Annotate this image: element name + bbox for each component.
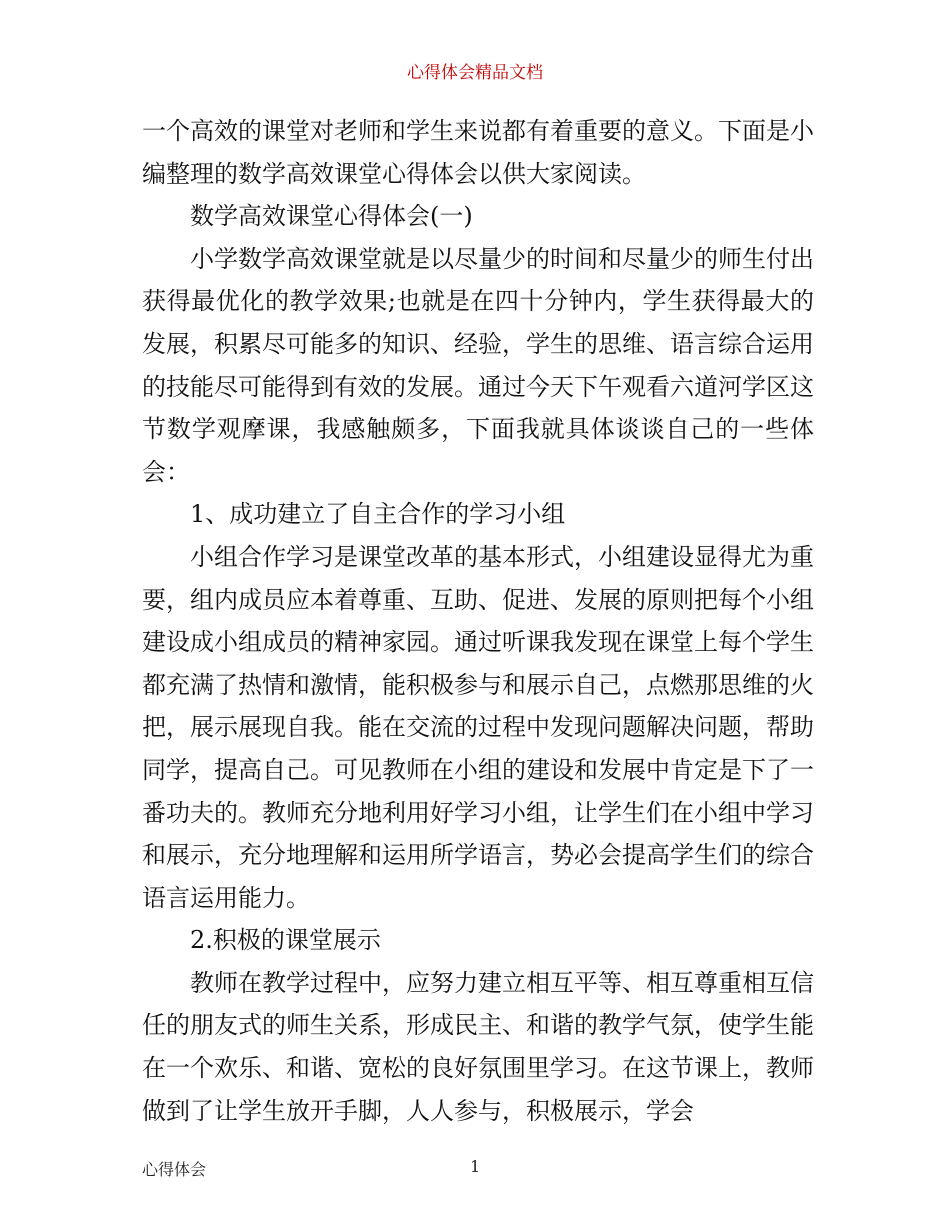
- document-body: [142, 110, 814, 1132]
- footer-label: 心得体会: [142, 1160, 207, 1179]
- point-heading-1: 1、成功建立了自主合作的学习小组: [190, 500, 566, 529]
- point-heading-2: 2.积极的课堂展示: [190, 926, 381, 955]
- paragraph-group-learning: 小组合作学习是课堂改革的基本形式，小组建设显得尤为重要，组内成员应本着尊重、互助、促进、发展的原则把每个小组建设成小组成员的精神家园。通过听课我发现在课堂上每个学生都充满了热情和激情，能积极参与和展示自己，点燃那思维的火把，展示展现自我。能在交流的过程中发现问题解决问题，帮助同学，提高自己。可见教师在小组的建设和发展中肯定是下了一番功夫的。教师充分地利用好学习小组，让学生们在小组中学习和展示，充分地理解和运用所学语言，势必会提高学生们的综合语言运用能力。: [142, 542, 814, 912]
- paragraph-intro: 一个高效的课堂对老师和学生来说都有着重要的意义。下面是小编整理的数学高效课堂心得体会以供大家阅读。: [142, 117, 814, 188]
- paragraph-overview: 小学数学高效课堂就是以尽量少的时间和尽量少的师生付出获得最优化的教学效果;也就是在四十分钟内，学生获得最大的发展，积累尽可能多的知识、经验，学生的思维、语言综合运用的技能尽可能得到有效的发展。通过今天下午观看六道河学区这节数学观摩课，我感触颇多，下面我就具体谈谈自己的一些体会：: [142, 244, 814, 486]
- paragraph-classroom-display: 教师在教学过程中，应努力建立相互平等、相互尊重相互信任的朋友式的师生关系，形成民主、和谐的教学气氛，使学生能在一个欢乐、和谐、宽松的良好氛围里学习。在这节课上，教师做到了让学生放开手脚，人人参与，积极展示，学会: [142, 968, 814, 1125]
- page-header-title: 心得体会精品文档: [407, 63, 543, 83]
- section-heading-1: 数学高效课堂心得体会(一): [190, 202, 473, 231]
- page-number: 1: [470, 1157, 481, 1176]
